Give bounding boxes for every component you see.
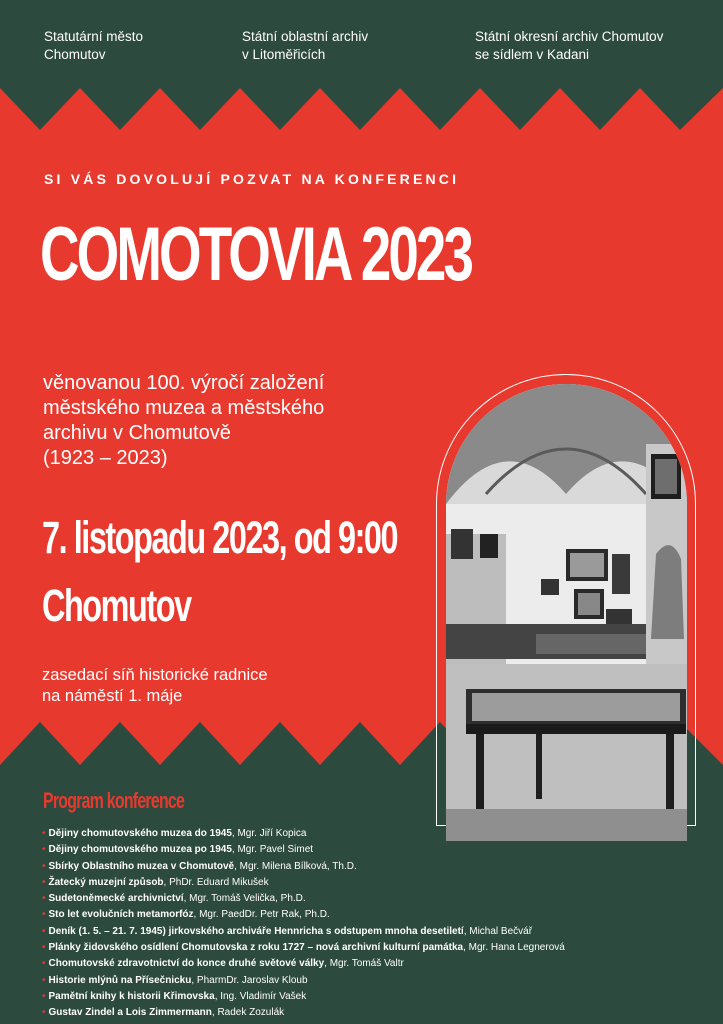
invitation-kicker: SI VÁS DOVOLUJÍ POZVAT NA KONFERENCI (44, 171, 460, 187)
program-item (42, 989, 565, 1005)
program-item-speaker: , Ing. Vladimír Vašek (214, 990, 307, 1002)
subtitle-line: městského muzea a městského (43, 397, 325, 419)
organizer-soka-chomutov (475, 28, 663, 64)
program-item-speaker: , Radek Zozulák (211, 1007, 285, 1019)
program-item-topic: Žatecký muzejní způsob (48, 876, 164, 888)
program-item-speaker: , Mgr. Tomáš Valtr (324, 958, 404, 970)
program-item-topic: Dějiny chomutovského muzea do 1945 (48, 828, 232, 839)
program-item (42, 907, 565, 923)
organizer-chomutov (44, 28, 143, 64)
program-item (42, 973, 565, 989)
program-item-speaker: , Mgr. Jiří Kopica (231, 828, 307, 839)
venue-line: na náměstí 1. máje (42, 687, 183, 705)
organizer-line: se sídlem v Kadani (475, 47, 590, 62)
organizer-line: v Litoměřicích (242, 47, 326, 62)
program-item (42, 842, 565, 858)
program-item (42, 940, 565, 956)
subtitle-line: věnovanou 100. výročí založení (43, 372, 325, 394)
program-title: Program konference (43, 788, 185, 813)
program-item (42, 826, 565, 842)
program-item (42, 924, 565, 940)
venue-line: zasedací síň historické radnice (42, 666, 268, 684)
organizer-line: Statutární město (44, 29, 144, 44)
subtitle-line: (1923 – 2023) (43, 447, 168, 469)
program-item-topic: Historie mlýnů na Přísečnicku (48, 974, 192, 986)
program-item-topic: Sudetoněmecké archivnictví (48, 893, 184, 905)
program-item-topic: Pamětní knihy k historii Křimovska (48, 990, 215, 1002)
program-item-topic: Plánky židovského osídlení Chomutovska z roku 1727 – nová archivní kulturní památka (48, 942, 464, 954)
organizer-soa-litomerice (242, 28, 368, 64)
program-item-topic: Gustav Zindel a Lois Zimmermann (48, 1007, 212, 1019)
program-item-topic: Sbírky Oblastního muzea v Chomutově (48, 860, 235, 872)
program-item (42, 1005, 565, 1021)
program-item-speaker: , Mgr. Tomáš Velička, Ph.D. (183, 893, 306, 905)
program-item-speaker: , Mgr. Pavel Simet (231, 844, 314, 856)
conference-title: COMOTOVIA 2023 (40, 212, 472, 297)
program-list (42, 826, 565, 1022)
program-item-speaker: , Mgr. Milena Bílková, Th.D. (234, 860, 357, 872)
conference-subtitle (43, 371, 324, 471)
organizer-line: Státní oblastní archiv (242, 29, 369, 44)
program-item-speaker: , Michal Bečvář (463, 925, 533, 937)
program-item-topic: Sto let evolučních metamorfóz (48, 909, 194, 921)
conference-venue (42, 665, 268, 707)
program-item (42, 859, 565, 875)
program-item-topic: Deník (1. 5. – 21. 7. 1945) jirkovského archiváře Hennricha s odstupem mnoha desetiletí (48, 925, 464, 937)
museum-interior-photo (446, 384, 687, 841)
subtitle-line: archivu v Chomutově (43, 422, 231, 444)
organizer-line: Chomutov (44, 47, 106, 62)
program-item (42, 875, 565, 891)
museum-interior-illustration (446, 384, 687, 841)
program-item (42, 891, 565, 907)
organizer-line: Státní okresní archiv Chomutov (475, 29, 664, 44)
program-item-speaker: , Mgr. PaedDr. Petr Rak, Ph.D. (193, 909, 330, 921)
program-item-speaker: , PharmDr. Jaroslav Kloub (191, 974, 308, 986)
program-item-topic: Chomutovské zdravotnictví do konce druhé světové války (48, 958, 325, 970)
conference-city: Chomutov (42, 580, 191, 631)
program-item-topic: Dějiny chomutovského muzea po 1945 (48, 844, 232, 856)
program-item (42, 956, 565, 972)
program-item-speaker: , Mgr. Hana Legnerová (463, 942, 565, 954)
conference-date: 7. listopadu 2023, od 9:00 (42, 512, 398, 563)
program-item-speaker: , PhDr. Eduard Mikušek (163, 876, 269, 888)
